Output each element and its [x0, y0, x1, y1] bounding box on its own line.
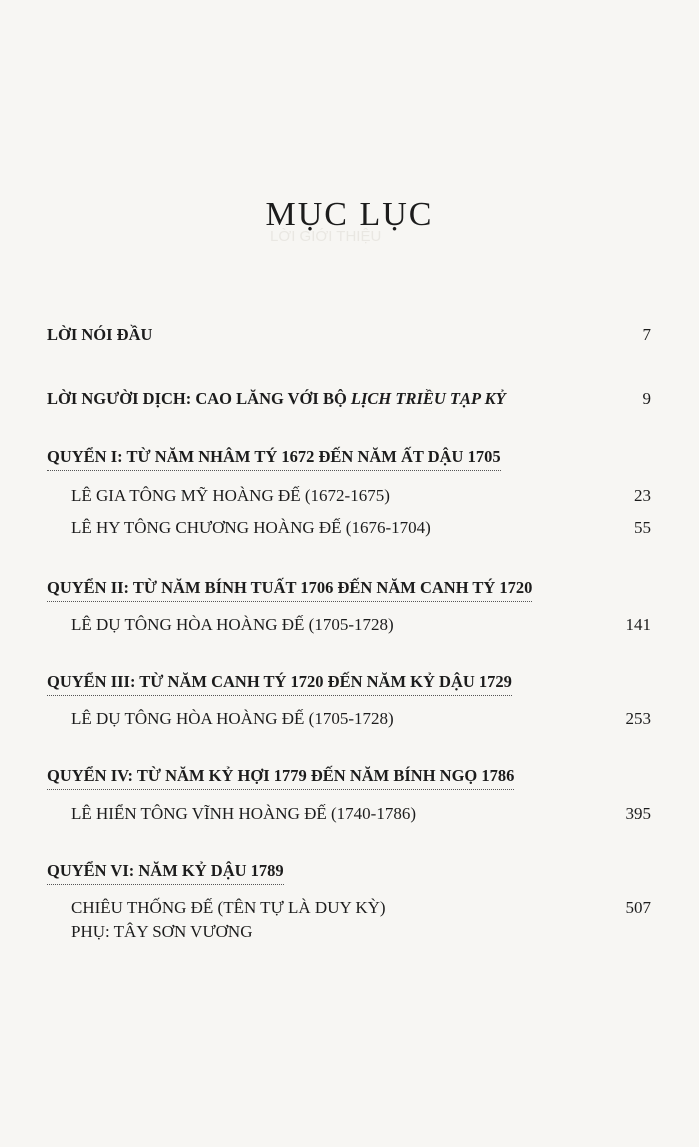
toc-page-number: 395: [625, 804, 651, 823]
toc-entry-label: CHIÊU THỐNG ĐẾ (TÊN TỰ LÀ DUY KỲ): [71, 898, 386, 917]
toc-entry: [71, 804, 651, 824]
page-title: MỤC LỤC: [265, 196, 434, 233]
toc-page-number: 7: [642, 325, 651, 344]
toc-entry-label: LÊ DỤ TÔNG HÒA HOÀNG ĐẾ (1705-1728): [71, 615, 394, 634]
toc-page-number: 141: [625, 615, 651, 634]
volume-heading-2: QUYỂN II: TỪ NĂM BÍNH TUẤT 1706 ĐẾN NĂM CANH TÝ 1720: [47, 578, 532, 602]
volume-heading-1: QUYỂN I: TỪ NĂM NHÂM TÝ 1672 ĐẾN NĂM ẤT DẬU 1705: [47, 447, 501, 471]
volume-heading-4: QUYỂN IV: TỪ NĂM KỶ HỢI 1779 ĐẾN NĂM BÍNH NGỌ 1786: [47, 766, 514, 790]
toc-entry-appendix: PHỤ: TÂY SƠN VƯƠNG: [71, 922, 253, 941]
volume-heading-3: QUYỂN III: TỪ NĂM CANH TÝ 1720 ĐẾN NĂM KỶ DẬU 1729: [47, 672, 512, 696]
toc-entry-label: LÊ HY TÔNG CHƯƠNG HOÀNG ĐẾ (1676-1704): [71, 518, 431, 537]
toc-page-number: 23: [634, 486, 651, 505]
bleed-through-text: LỜI GIỚI THIỆU: [270, 228, 382, 245]
toc-entry: [71, 709, 651, 729]
toc-entry-label: LÊ GIA TÔNG MỸ HOÀNG ĐẾ (1672-1675): [71, 486, 390, 505]
toc-page-number: 507: [625, 898, 651, 917]
toc-page-number: 9: [642, 389, 651, 408]
toc-entry: [71, 898, 651, 918]
toc-page-number: 55: [634, 518, 651, 537]
toc-entry: [71, 518, 651, 538]
toc-entry-label: LỜI NÓI ĐẦU: [47, 325, 153, 344]
toc-entry-foreword: [47, 325, 651, 345]
toc-entry-label: [47, 389, 506, 409]
book-title-italic: LỊCH TRIỀU TẠP KỶ: [350, 389, 506, 408]
toc-entry-translator-note: [47, 389, 651, 409]
toc-entry-label: LÊ DỤ TÔNG HÒA HOÀNG ĐẾ (1705-1728): [71, 709, 394, 728]
toc-entry-label: LÊ HIỂN TÔNG VĨNH HOÀNG ĐẾ (1740-1786): [71, 804, 416, 823]
toc-page-number: 253: [625, 709, 651, 728]
volume-heading-6: QUYỂN VI: NĂM KỶ DẬU 1789: [47, 861, 284, 885]
toc-entry: [71, 486, 651, 506]
toc-entry-label-text: LỜI NGƯỜI DỊCH: CAO LĂNG VỚI BỘ: [47, 389, 351, 408]
toc-entry: [71, 615, 651, 635]
